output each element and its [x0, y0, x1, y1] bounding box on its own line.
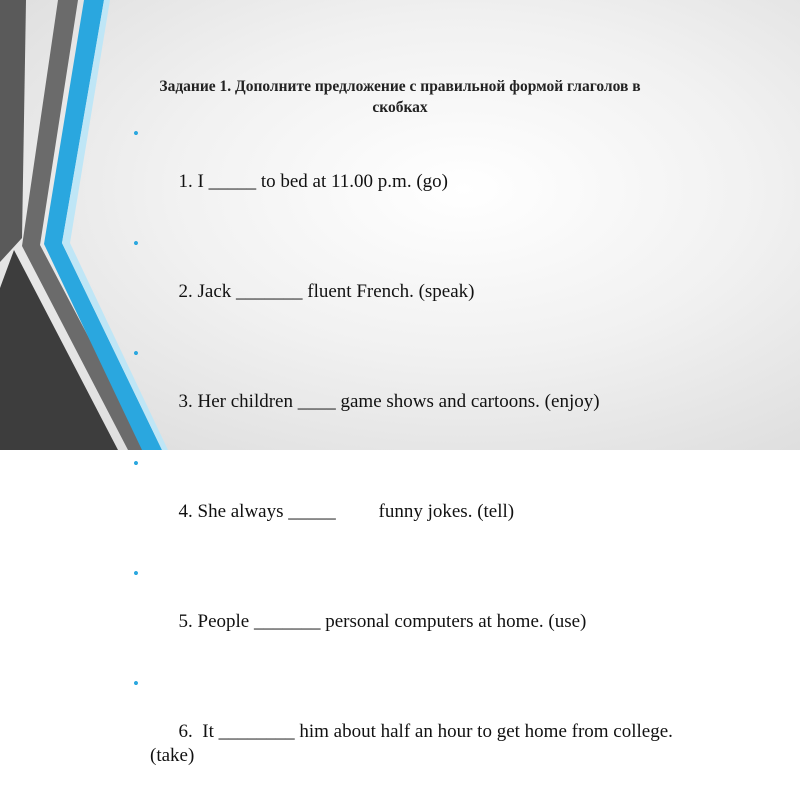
bullet-icon: • [133, 454, 139, 473]
bullet-icon: • [133, 234, 139, 253]
bullet-icon: • [133, 674, 139, 693]
list-item [133, 232, 693, 328]
list-item [133, 672, 693, 792]
list-item [133, 452, 693, 548]
bullet-icon: • [133, 344, 139, 363]
exercise-list [133, 122, 693, 806]
item-text: 6. It ________ him about half an hour to get home from college. (take) [150, 721, 678, 766]
item-text: 3. Her children ____ game shows and cartoons. (enjoy) [178, 391, 600, 412]
bullet-icon: • [133, 124, 139, 143]
list-item [133, 342, 693, 438]
list-item [133, 562, 693, 658]
list-item [133, 122, 693, 218]
slide-title: Задание 1. Дополните предложение с правильной формой глаголов в скобках [159, 78, 641, 116]
item-text: 5. People _______ personal computers at home. (use) [178, 611, 587, 632]
item-text: 2. Jack _______ fluent French. (speak) [178, 281, 475, 302]
stripe-dark-left [0, 0, 26, 262]
item-text: 1. I _____ to bed at 11.00 p.m. (go) [178, 171, 448, 192]
bullet-icon: • [133, 564, 139, 583]
item-text: 4. She always _____ funny jokes. (tell) [178, 501, 515, 522]
